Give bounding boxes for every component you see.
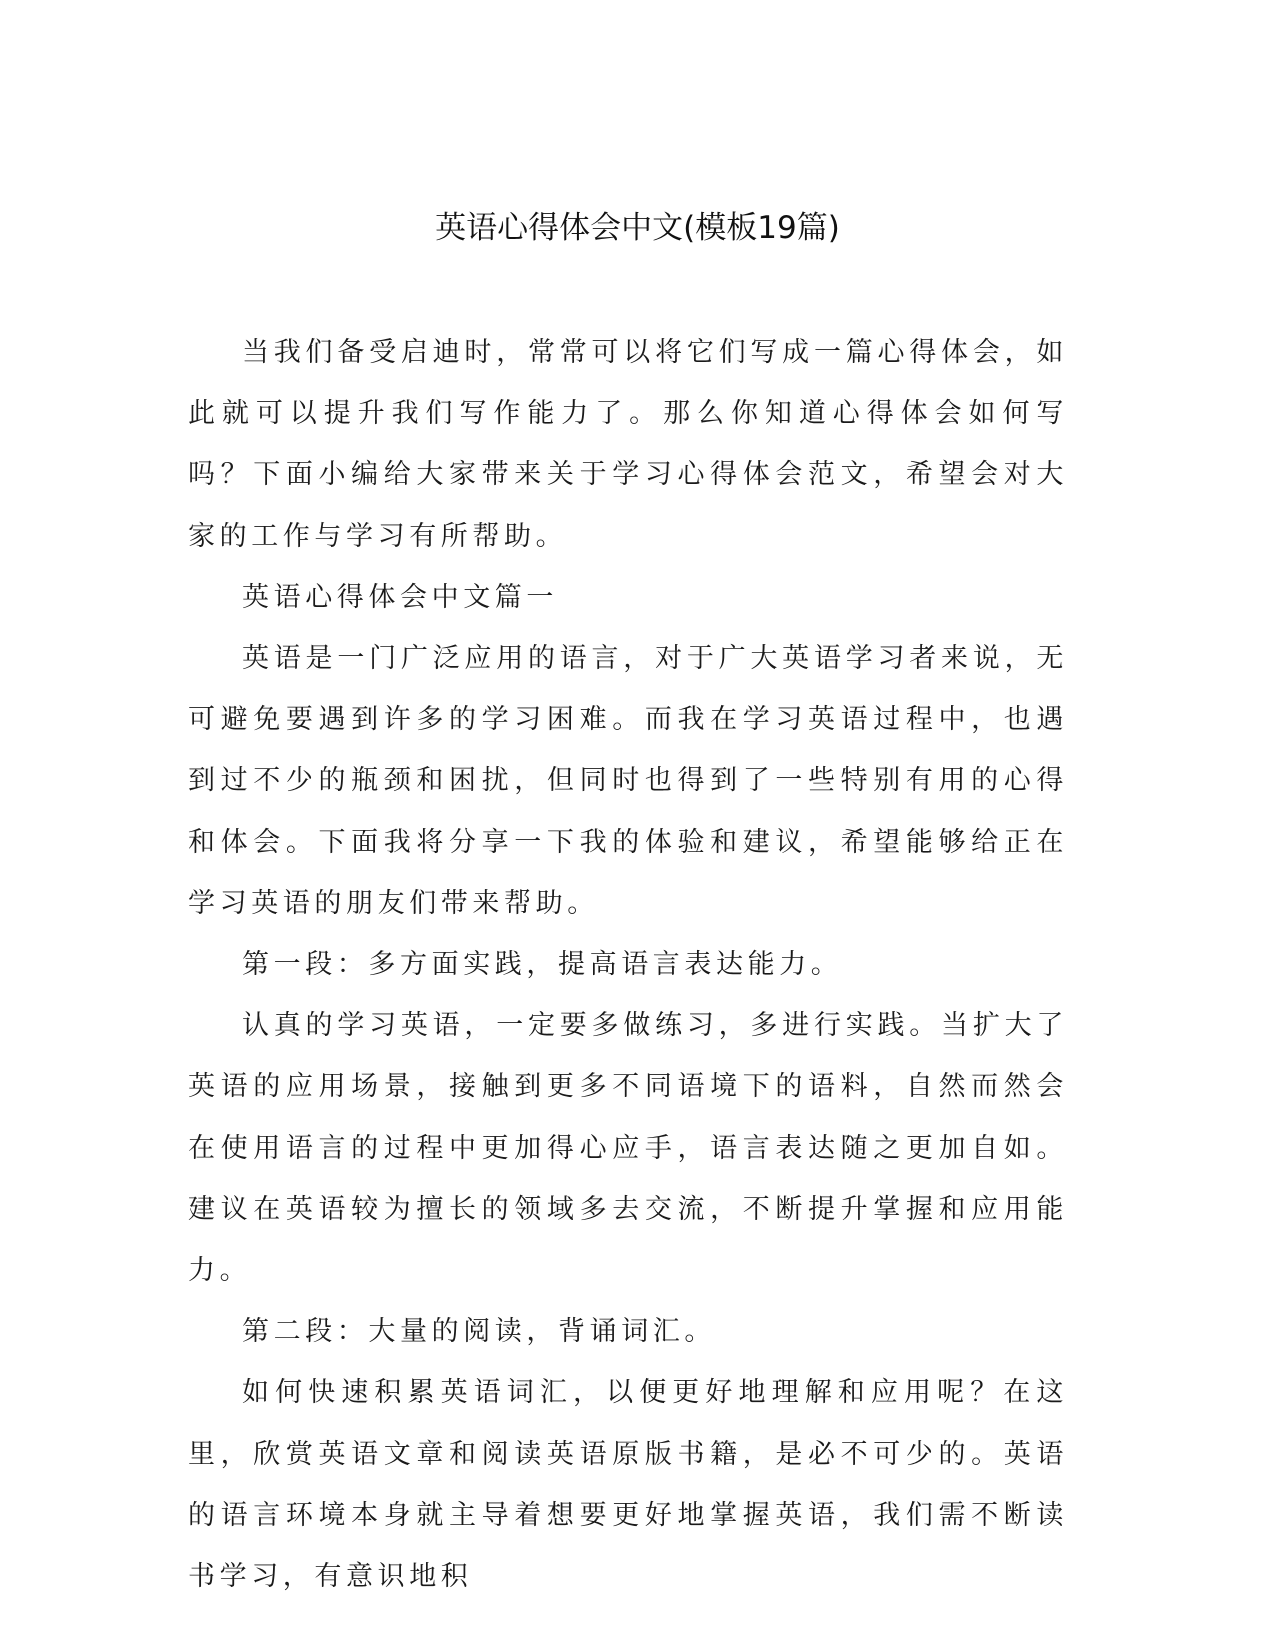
subsection-heading: 第二段：大量的阅读，背诵词汇。 — [242, 1316, 716, 1348]
section-heading: 英语心得体会中文篇一 — [242, 581, 558, 613]
document-body — [188, 322, 1068, 1607]
body-paragraph: 英语是一门广泛应用的语言，对于广大英语学习者来说，无可避免要遇到许多的学习困难。而我在学习英语过程中，也遇到过不少的瓶颈和困扰，但同时也得到了一些特别有用的心得和体会。下面我将分享一下我的体验和建议，希望能够给正在学习英语的朋友们带来帮助。 — [188, 643, 1068, 919]
document-title: 英语心得体会中文(模板19篇) — [435, 210, 840, 246]
subsection-heading: 第一段：多方面实践，提高语言表达能力。 — [242, 949, 843, 981]
body-paragraph: 如何快速积累英语词汇，以便更好地理解和应用呢？在这里，欣赏英语文章和阅读英语原版书籍，是必不可少的。英语的语言环境本身就主导着想要更好地掌握英语，我们需不断读书学习，有意识地积 — [188, 1377, 1068, 1593]
body-paragraph: 认真的学习英语，一定要多做练习，多进行实践。当扩大了英语的应用场景，接触到更多不同语境下的语料，自然而然会在使用语言的过程中更加得心应手，语言表达随之更加自如。建议在英语较为擅长的领域多去交流，不断提升掌握和应用能力。 — [188, 1010, 1068, 1287]
intro-paragraph: 当我们备受启迪时，常常可以将它们写成一篇心得体会，如此就可以提升我们写作能力了。那么你知道心得体会如何写吗？下面小编给大家带来关于学习心得体会范文，希望会对大家的工作与学习有所帮助。 — [188, 337, 1068, 552]
